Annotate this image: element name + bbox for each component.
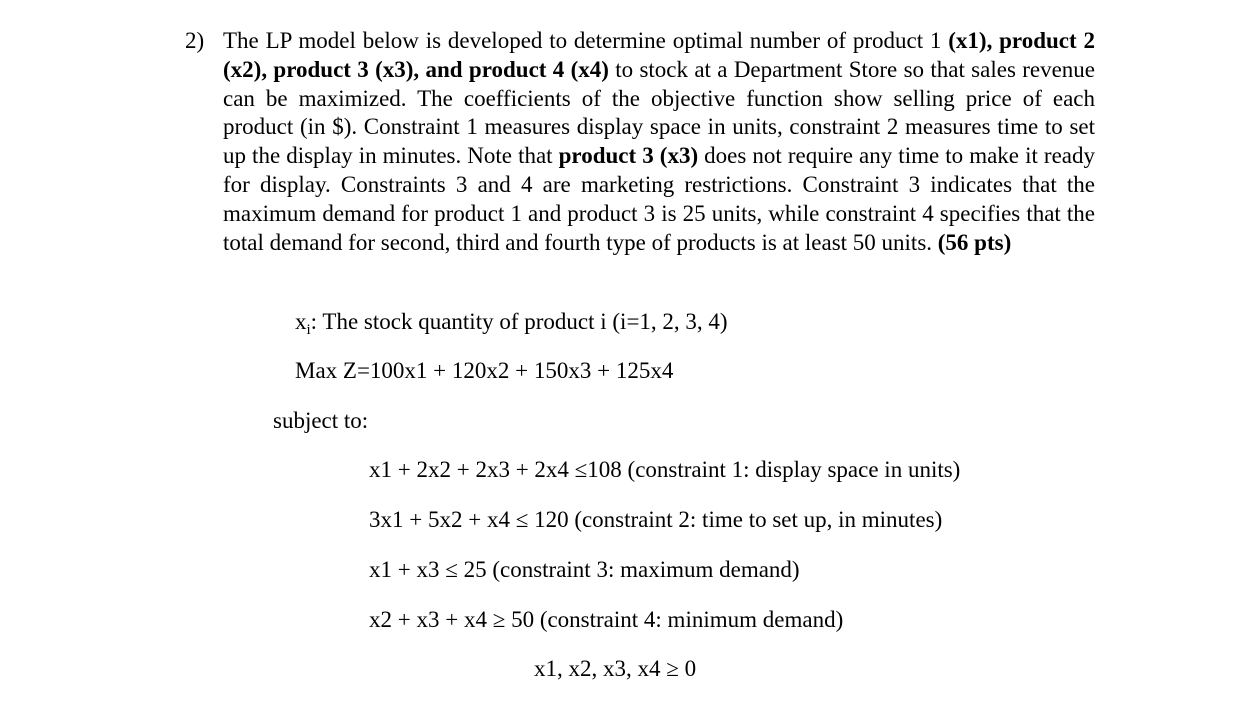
non-negativity-constraint: x1, x2, x3, x4 ≥ 0 <box>534 656 697 681</box>
question-text-part-3: does not require any time to make it ready for display. Constraints 3 and 4 are marketing restrictions. Constraint 3 indicates that the maximum demand for product 1 and product 3 is 25 units, while constraint 4 specifies that the total demand for second, third and fourth type of products is at least 50 units. <box>223 143 1095 255</box>
question-block <box>185 27 1095 257</box>
question-bold-product-3: product 3 (x3) <box>558 143 699 169</box>
question-text <box>223 27 1095 257</box>
question-text-part-2: to stock at a Department Store so that sales revenue can be maximized. The coefficients of the objective function show selling price of each product (in $). Constraint 1 measures display space in units, constraint 2 measures time to set up the display in minutes. Note that <box>223 56 1096 169</box>
decision-variable-subscript: i <box>306 322 311 338</box>
decision-variable-definition <box>295 308 728 336</box>
question-number: 2) <box>185 28 205 53</box>
constraint-4: x2 + x3 + x4 ≥ 50 (constraint 4: minimum demand) <box>369 607 844 632</box>
constraint-2: 3x1 + 5x2 + x4 ≤ 120 (constraint 2: time to set up, in minutes) <box>369 507 943 532</box>
decision-variable-symbol: x <box>295 309 307 334</box>
question-text-part-1: The LP model below is developed to determine optimal number of product 1 <box>223 28 949 53</box>
decision-variable-text: : The stock quantity of product i (i=1, 2, 3, 4) <box>310 309 728 334</box>
question-points: (56 pts) <box>937 229 1012 255</box>
constraint-3: x1 + x3 ≤ 25 (constraint 3: maximum demand) <box>369 557 800 582</box>
constraint-1: x1 + 2x2 + 2x3 + 2x4 ≤108 (constraint 1: display space in units) <box>369 457 961 482</box>
subject-to-label: subject to: <box>273 408 369 433</box>
objective-function: Max Z=100x1 + 120x2 + 150x3 + 125x4 <box>295 358 674 383</box>
question-bold-products: (x1), product 2 (x2), product 3 (x3), and product 4 (x4) <box>223 28 1095 82</box>
